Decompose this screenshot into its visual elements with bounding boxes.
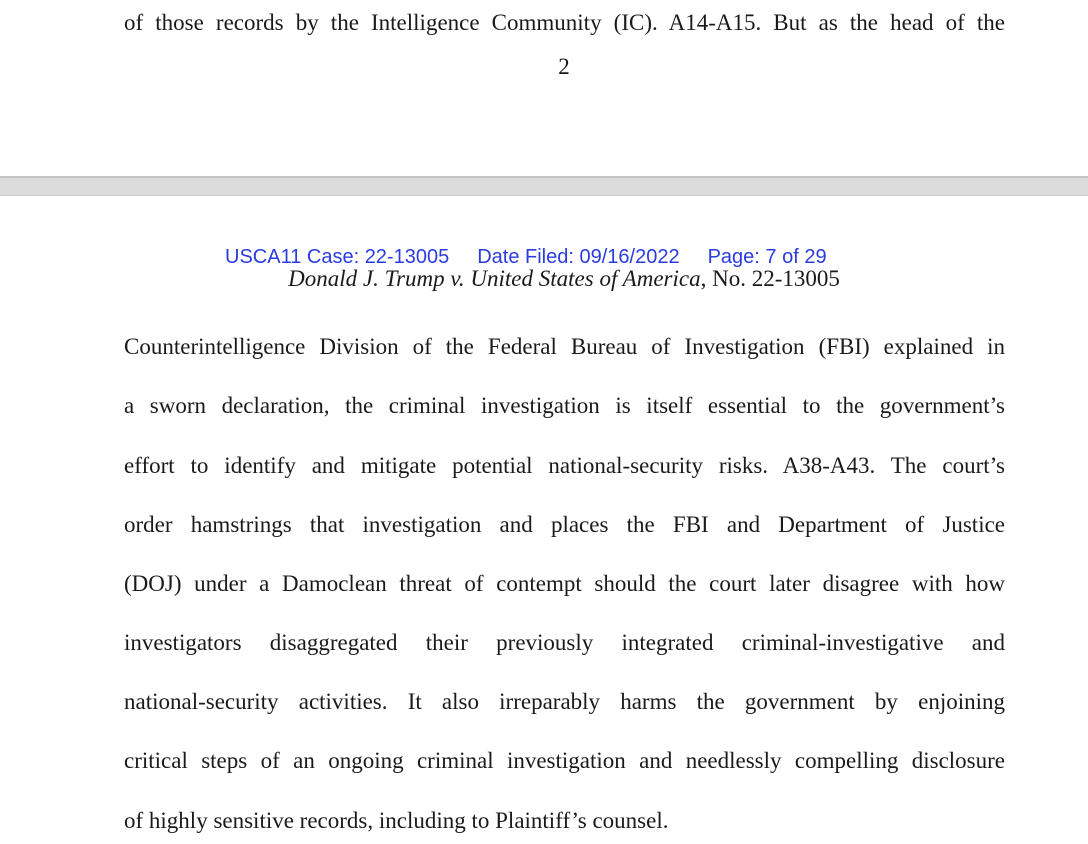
stamp-date-filed: Date Filed: 09/16/2022 (477, 246, 680, 268)
body-line: effort to identify and mitigate potential national-security risks. A38-A43. The court’s (124, 453, 1005, 478)
body-line: critical steps of an ongoing criminal investigation and needlessly compelling disclosure (124, 748, 1005, 773)
body-line: Counterintelligence Division of the Federal Bureau of Investigation (FBI) explained in (124, 334, 1005, 359)
stamp-case: USCA11 Case: 22-13005 (225, 246, 450, 268)
stamp-page: Page: 7 of 29 (707, 246, 827, 268)
running-head (0, 265, 1088, 293)
page-number: 2 (558, 54, 570, 79)
body-line-last: of highly sensitive records, including to Plaintiff’s counsel. (124, 808, 669, 833)
running-head-case-name: Donald J. Trump v. United States of America (288, 266, 701, 291)
body-line: investigators disaggregated their previously integrated criminal-investigative and (124, 630, 1005, 655)
body-line: order hamstrings that investigation and places the FBI and Department of Justice (124, 512, 1005, 537)
body-line: a sworn declaration, the criminal investigation is itself essential to the government’s (124, 393, 1005, 418)
running-head-case-number: , No. 22-13005 (700, 266, 840, 291)
body-line: national-security activities. It also irreparably harms the government by enjoining (124, 689, 1005, 714)
previous-page-last-line: of those records by the Intelligence Community (IC). A14-A15. But as the head of the (124, 10, 1005, 35)
page-separator (0, 176, 1088, 196)
body-line: (DOJ) under a Damoclean threat of contempt should the court later disagree with how (124, 571, 1005, 596)
